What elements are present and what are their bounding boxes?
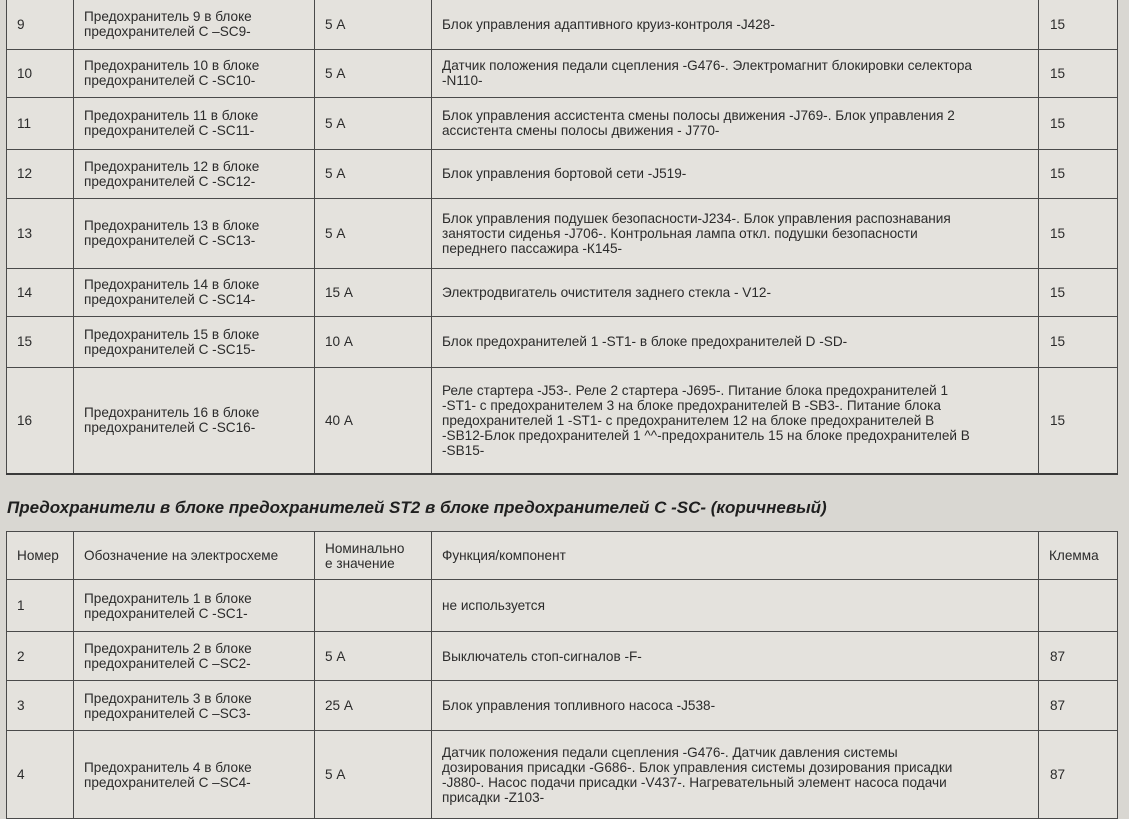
fuse-number: 15 xyxy=(7,316,74,367)
fuse-rating: 15 А xyxy=(315,268,432,316)
table-header-row xyxy=(7,532,1118,580)
fuse-table-st2 xyxy=(6,531,1118,819)
fuse-designation: Предохранитель 13 в блоке предохранителей С -SC13- xyxy=(74,198,315,268)
fuse-rating: 5 А xyxy=(315,198,432,268)
fuse-designation: Предохранитель 9 в блоке предохранителей С –SC9- xyxy=(74,0,315,49)
fuse-rating: 5 А xyxy=(315,97,432,149)
fuse-number: 1 xyxy=(7,580,74,632)
fuse-terminal: 87 xyxy=(1039,731,1118,819)
fuse-rating: 5 А xyxy=(315,731,432,819)
fuse-designation: Предохранитель 11 в блоке предохранителей С -SC11- xyxy=(74,97,315,149)
fuse-table-continued xyxy=(6,0,1118,475)
fuse-number: 13 xyxy=(7,198,74,268)
table-row xyxy=(7,268,1118,316)
fuse-terminal: 15 xyxy=(1039,97,1118,149)
fuse-rating: 25 А xyxy=(315,681,432,731)
fuse-number: 4 xyxy=(7,731,74,819)
column-header-terminal: Клемма xyxy=(1039,532,1118,580)
fuse-terminal: 15 xyxy=(1039,316,1118,367)
fuse-terminal: 15 xyxy=(1039,198,1118,268)
fuse-function: Датчик положения педали сцепления -G476-. Электромагнит блокировки селектора -N110- xyxy=(432,49,1039,97)
column-header-rating: Номинально е значение xyxy=(315,532,432,580)
fuse-designation: Предохранитель 12 в блоке предохранителей С -SC12- xyxy=(74,149,315,198)
fuse-terminal: 15 xyxy=(1039,149,1118,198)
fuse-function: Блок предохранителей 1 -ST1- в блоке предохранителей D -SD- xyxy=(432,316,1039,367)
fuse-rating: 5 А xyxy=(315,632,432,681)
fuse-number: 9 xyxy=(7,0,74,49)
fuse-function: Блок управления подушек безопасности-J234-. Блок управления распознавания занятости сиденья -J706-. Контрольная лампа откл. подушки безопасности переднего пассажира -К145- xyxy=(432,198,1039,268)
fuse-rating: 5 А xyxy=(315,149,432,198)
fuse-number: 16 xyxy=(7,367,74,474)
table-row xyxy=(7,49,1118,97)
table-row xyxy=(7,198,1118,268)
table-row xyxy=(7,149,1118,198)
table-row xyxy=(7,731,1118,819)
table-row xyxy=(7,367,1118,474)
fuse-designation: Предохранитель 4 в блоке предохранителей С –SC4- xyxy=(74,731,315,819)
table-row xyxy=(7,580,1118,632)
fuse-terminal: 87 xyxy=(1039,681,1118,731)
table-row xyxy=(7,681,1118,731)
fuse-terminal: 15 xyxy=(1039,268,1118,316)
fuse-terminal: 15 xyxy=(1039,49,1118,97)
fuse-rating xyxy=(315,580,432,632)
fuse-number: 11 xyxy=(7,97,74,149)
fuse-function: Электродвигатель очистителя заднего стекла - V12- xyxy=(432,268,1039,316)
fuse-number: 2 xyxy=(7,632,74,681)
fuse-number: 12 xyxy=(7,149,74,198)
fuse-function: Блок управления бортовой сети -J519- xyxy=(432,149,1039,198)
fuse-designation: Предохранитель 16 в блоке предохранителей С -SC16- xyxy=(74,367,315,474)
table-row xyxy=(7,316,1118,367)
fuse-designation: Предохранитель 2 в блоке предохранителей С –SC2- xyxy=(74,632,315,681)
fuse-number: 14 xyxy=(7,268,74,316)
fuse-function: Блок управления адаптивного круиз-контроля -J428- xyxy=(432,0,1039,49)
fuse-number: 10 xyxy=(7,49,74,97)
fuse-number: 3 xyxy=(7,681,74,731)
fuse-designation: Предохранитель 10 в блоке предохранителей С -SC10- xyxy=(74,49,315,97)
table-row xyxy=(7,0,1118,49)
fuse-function: Выключатель стоп-сигналов -F- xyxy=(432,632,1039,681)
fuse-designation: Предохранитель 3 в блоке предохранителей С –SC3- xyxy=(74,681,315,731)
fuse-rating: 5 А xyxy=(315,49,432,97)
fuse-function: Реле стартера -J53-. Реле 2 стартера -J695-. Питание блока предохранителей 1 -ST1- с предохранителем 3 на блоке предохранителей В -SB3-. Питание блока предохранителей 1 -ST1- с предохранителем 12 на блоке предохранителей В -SB12-Блок предохранителей 1 ^^-предохранитель 15 на блоке предохранителей В -SB15- xyxy=(432,367,1039,474)
column-header-function: Функция/компонент xyxy=(432,532,1039,580)
fuse-designation: Предохранитель 1 в блоке предохранителей С -SC1- xyxy=(74,580,315,632)
fuse-designation: Предохранитель 14 в блоке предохранителей С -SC14- xyxy=(74,268,315,316)
fuse-rating: 10 А xyxy=(315,316,432,367)
column-header-designation: Обозначение на электросхеме xyxy=(74,532,315,580)
fuse-function: Датчик положения педали сцепления -G476-. Датчик давления системы дозирования присадки -G686-. Блок управления системы дозирования присадки -J880-. Насос подачи присадки -V437-. Нагревательный элемент насоса подачи присадки -Z103- xyxy=(432,731,1039,819)
fuse-function: Блок управления ассистента смены полосы движения -J769-. Блок управления 2 ассистента смены полосы движения - J770- xyxy=(432,97,1039,149)
fuse-designation: Предохранитель 15 в блоке предохранителей С -SC15- xyxy=(74,316,315,367)
fuse-function: не используется xyxy=(432,580,1039,632)
column-header-number: Номер xyxy=(7,532,74,580)
table-row xyxy=(7,632,1118,681)
fuse-rating: 5 А xyxy=(315,0,432,49)
fuse-rating: 40 А xyxy=(315,367,432,474)
table-row xyxy=(7,97,1118,149)
fuse-terminal: 87 xyxy=(1039,632,1118,681)
fuse-terminal: 15 xyxy=(1039,0,1118,49)
fuse-function: Блок управления топливного насоса -J538- xyxy=(432,681,1039,731)
fuse-terminal xyxy=(1039,580,1118,632)
section-heading: Предохранители в блоке предохранителей ST2 в блоке предохранителей С -SC- (коричневый) xyxy=(7,498,827,517)
fuse-terminal: 15 xyxy=(1039,367,1118,474)
